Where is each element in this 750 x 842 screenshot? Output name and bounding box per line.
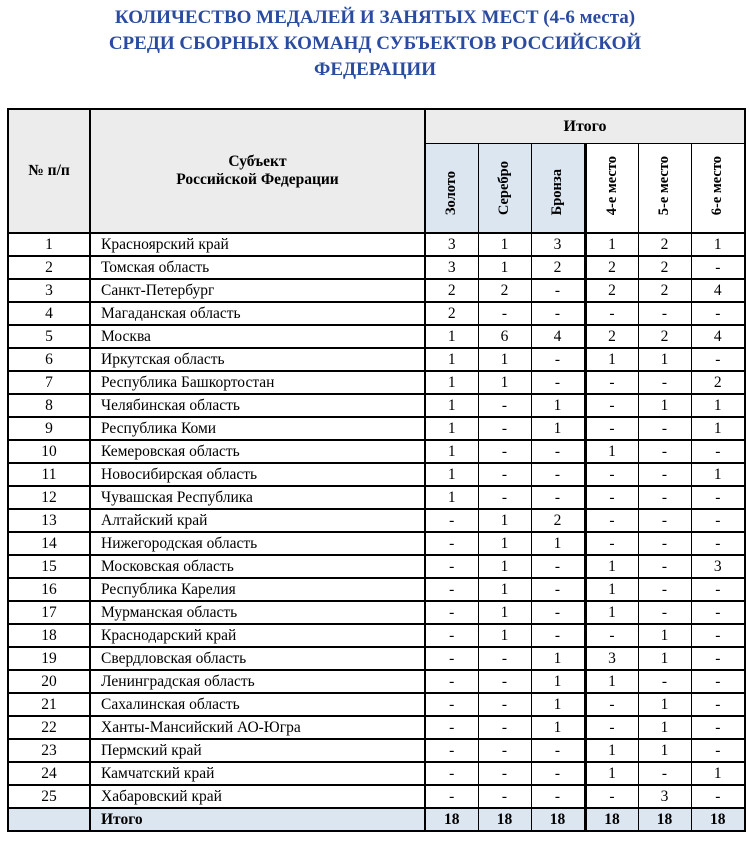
table-row [8, 371, 745, 394]
table-row [8, 486, 745, 509]
value-cell: 1 [691, 762, 745, 785]
document-title-line-2: СРЕДИ СБОРНЫХ КОМАНД СУБЪЕКТОВ РОССИЙСКОЙ [108, 33, 642, 54]
value-cell: - [691, 302, 745, 325]
value-cell: 2 [585, 279, 638, 302]
total-value-cell: 18 [691, 808, 745, 831]
row-number-cell: 23 [8, 739, 90, 762]
value-cell: 1 [478, 624, 531, 647]
subject-cell: Пермский край [90, 739, 425, 762]
value-cell: - [531, 486, 585, 509]
header-subject-line-2: Российской Федерации [176, 171, 339, 188]
value-cell: - [638, 555, 691, 578]
header-col-4th-place [585, 144, 638, 234]
value-cell: - [691, 509, 745, 532]
value-cell: 3 [585, 647, 638, 670]
value-cell: - [478, 716, 531, 739]
value-cell: - [478, 302, 531, 325]
row-number-cell: 6 [8, 348, 90, 371]
subject-cell: Московская область [90, 555, 425, 578]
subject-cell: Хабаровский край [90, 785, 425, 808]
value-cell: - [531, 739, 585, 762]
value-cell: 3 [425, 256, 478, 279]
value-cell: 3 [691, 555, 745, 578]
value-cell: 1 [691, 233, 745, 256]
value-cell: - [585, 785, 638, 808]
value-cell: - [585, 716, 638, 739]
value-cell: - [425, 509, 478, 532]
value-cell: - [478, 670, 531, 693]
value-cell: - [425, 739, 478, 762]
header-col-gold [425, 144, 478, 234]
value-cell: - [425, 716, 478, 739]
value-cell: - [691, 716, 745, 739]
value-cell: 1 [425, 486, 478, 509]
subject-cell: Ленинградская область [90, 670, 425, 693]
row-number-cell: 4 [8, 302, 90, 325]
value-cell: - [638, 762, 691, 785]
value-cell: - [531, 601, 585, 624]
value-cell: - [585, 486, 638, 509]
value-cell: - [425, 647, 478, 670]
value-cell: - [585, 302, 638, 325]
header-col-4th-place-label: 4-е место [603, 155, 620, 215]
value-cell: 1 [425, 325, 478, 348]
row-number-cell: 15 [8, 555, 90, 578]
value-cell: - [638, 417, 691, 440]
header-col-silver [478, 144, 531, 234]
value-cell: - [585, 417, 638, 440]
subject-cell: Красноярский край [90, 233, 425, 256]
value-cell: - [478, 463, 531, 486]
value-cell: 1 [691, 417, 745, 440]
row-number-cell: 21 [8, 693, 90, 716]
value-cell: - [531, 463, 585, 486]
value-cell: - [478, 785, 531, 808]
row-number-cell: 10 [8, 440, 90, 463]
value-cell: - [691, 532, 745, 555]
total-row-label: Итого [90, 808, 425, 831]
value-cell: 1 [585, 739, 638, 762]
table-row [8, 647, 745, 670]
value-cell: 2 [638, 325, 691, 348]
table-row [8, 624, 745, 647]
value-cell: 1 [585, 440, 638, 463]
value-cell: - [691, 693, 745, 716]
subject-cell: Алтайский край [90, 509, 425, 532]
subject-cell: Челябинская область [90, 394, 425, 417]
row-number-cell: 3 [8, 279, 90, 302]
value-cell: 4 [531, 325, 585, 348]
value-cell: - [691, 739, 745, 762]
value-cell: - [531, 762, 585, 785]
table-row [8, 785, 745, 808]
row-number-cell: 9 [8, 417, 90, 440]
header-num: № п/п [8, 109, 90, 233]
value-cell: - [585, 371, 638, 394]
row-number-cell: 14 [8, 532, 90, 555]
value-cell: 1 [478, 578, 531, 601]
value-cell: 1 [478, 532, 531, 555]
total-value-cell: 18 [478, 808, 531, 831]
subject-cell: Республика Коми [90, 417, 425, 440]
total-value-cell: 18 [531, 808, 585, 831]
value-cell: 1 [425, 394, 478, 417]
subject-cell: Новосибирская область [90, 463, 425, 486]
table-header [8, 109, 745, 233]
value-cell: - [531, 555, 585, 578]
table-row [8, 509, 745, 532]
table-row [8, 256, 745, 279]
value-cell: - [638, 440, 691, 463]
header-col-5th-place-label: 5-е место [656, 155, 672, 215]
value-cell: 1 [585, 762, 638, 785]
value-cell: - [585, 463, 638, 486]
value-cell: 1 [478, 256, 531, 279]
value-cell: 1 [425, 440, 478, 463]
value-cell: 2 [638, 233, 691, 256]
value-cell: - [585, 693, 638, 716]
value-cell: 2 [425, 302, 478, 325]
value-cell: 1 [531, 670, 585, 693]
value-cell: 1 [531, 394, 585, 417]
value-cell: - [425, 555, 478, 578]
value-cell: - [531, 348, 585, 371]
header-col-silver-label: Серебро [496, 160, 512, 215]
subject-cell: Томская область [90, 256, 425, 279]
value-cell: 1 [531, 417, 585, 440]
value-cell: 1 [531, 647, 585, 670]
subject-cell: Краснодарский край [90, 624, 425, 647]
table-row [8, 532, 745, 555]
table-row [8, 555, 745, 578]
table-row [8, 670, 745, 693]
value-cell: 1 [585, 601, 638, 624]
value-cell: - [638, 578, 691, 601]
table-row [8, 440, 745, 463]
row-number-cell: 20 [8, 670, 90, 693]
value-cell: - [691, 578, 745, 601]
value-cell: - [531, 371, 585, 394]
value-cell: - [585, 509, 638, 532]
value-cell: 4 [691, 325, 745, 348]
value-cell: - [531, 279, 585, 302]
table-row [8, 417, 745, 440]
subject-cell: Свердловская область [90, 647, 425, 670]
table-row [8, 279, 745, 302]
table-row [8, 233, 745, 256]
table-row [8, 325, 745, 348]
subject-cell: Ханты-Мансийский АО-Югра [90, 716, 425, 739]
value-cell: - [638, 371, 691, 394]
value-cell: 1 [638, 716, 691, 739]
value-cell: 2 [638, 256, 691, 279]
header-row-top [8, 109, 745, 144]
header-col-bronze-label: Бронза [549, 168, 565, 215]
value-cell: - [425, 785, 478, 808]
table-row [8, 394, 745, 417]
document-title-line-1: КОЛИЧЕСТВО МЕДАЛЕЙ И ЗАНЯТЫХ МЕСТ (4-6 места) [114, 7, 636, 28]
subject-cell: Кемеровская область [90, 440, 425, 463]
value-cell: - [531, 440, 585, 463]
value-cell: - [425, 578, 478, 601]
subject-cell: Нижегородская область [90, 532, 425, 555]
value-cell: - [478, 440, 531, 463]
subject-cell: Магаданская область [90, 302, 425, 325]
subject-cell: Мурманская область [90, 601, 425, 624]
row-number-cell: 5 [8, 325, 90, 348]
value-cell: 1 [638, 693, 691, 716]
subject-cell: Иркутская область [90, 348, 425, 371]
row-number-cell: 17 [8, 601, 90, 624]
value-cell: 2 [585, 256, 638, 279]
value-cell: 1 [478, 371, 531, 394]
value-cell: 1 [691, 394, 745, 417]
subject-cell: Сахалинская область [90, 693, 425, 716]
value-cell: - [691, 647, 745, 670]
value-cell: 1 [478, 509, 531, 532]
table-body [8, 233, 745, 831]
table-row [8, 302, 745, 325]
value-cell: - [585, 532, 638, 555]
value-cell: - [638, 509, 691, 532]
value-cell: 1 [478, 601, 531, 624]
table-row [8, 693, 745, 716]
row-number-cell: 11 [8, 463, 90, 486]
value-cell: 1 [425, 371, 478, 394]
row-number-cell: 13 [8, 509, 90, 532]
header-col-6th-place [691, 144, 745, 234]
document-title-line-3: ФЕДЕРАЦИИ [314, 59, 436, 80]
header-total-group: Итого [425, 109, 745, 144]
value-cell: - [638, 486, 691, 509]
subject-cell: Москва [90, 325, 425, 348]
row-number-cell: 24 [8, 762, 90, 785]
header-subject-line-1: Субъект [228, 153, 287, 170]
value-cell: 1 [531, 693, 585, 716]
value-cell: - [478, 693, 531, 716]
row-number-cell: 18 [8, 624, 90, 647]
value-cell: 1 [585, 233, 638, 256]
value-cell: 1 [585, 670, 638, 693]
value-cell: - [425, 601, 478, 624]
total-value-cell: 18 [585, 808, 638, 831]
row-number-cell: 1 [8, 233, 90, 256]
header-subject [90, 109, 425, 233]
value-cell: - [638, 670, 691, 693]
value-cell: 1 [638, 647, 691, 670]
value-cell: 1 [531, 532, 585, 555]
value-cell: - [425, 532, 478, 555]
document-title [0, 0, 750, 83]
value-cell: - [691, 670, 745, 693]
value-cell: 2 [585, 325, 638, 348]
row-number-cell: 12 [8, 486, 90, 509]
value-cell: 1 [531, 716, 585, 739]
value-cell: 1 [478, 555, 531, 578]
value-cell: 1 [585, 348, 638, 371]
row-number-cell: 2 [8, 256, 90, 279]
subject-cell: Чувашская Республика [90, 486, 425, 509]
value-cell: 1 [691, 463, 745, 486]
table-row [8, 601, 745, 624]
row-number-cell: 8 [8, 394, 90, 417]
row-number-cell: 19 [8, 647, 90, 670]
value-cell: 3 [531, 233, 585, 256]
value-cell: - [478, 417, 531, 440]
value-cell: - [478, 739, 531, 762]
total-row-empty-cell [8, 808, 90, 831]
value-cell: - [425, 762, 478, 785]
value-cell: - [425, 670, 478, 693]
value-cell: 1 [585, 578, 638, 601]
value-cell: - [531, 302, 585, 325]
value-cell: 1 [638, 394, 691, 417]
subject-cell: Республика Башкортостан [90, 371, 425, 394]
value-cell: - [691, 440, 745, 463]
header-col-6th-place-label: 6-е место [709, 155, 726, 215]
subject-cell: Камчатский край [90, 762, 425, 785]
value-cell: - [691, 348, 745, 371]
value-cell: - [585, 624, 638, 647]
value-cell: 1 [638, 739, 691, 762]
value-cell: 1 [425, 417, 478, 440]
value-cell: 2 [531, 509, 585, 532]
value-cell: - [691, 486, 745, 509]
value-cell: - [531, 578, 585, 601]
value-cell: - [638, 302, 691, 325]
row-number-cell: 22 [8, 716, 90, 739]
header-col-bronze [531, 144, 585, 234]
value-cell: 3 [425, 233, 478, 256]
table-row [8, 739, 745, 762]
table-row [8, 762, 745, 785]
value-cell: - [585, 394, 638, 417]
value-cell: 1 [585, 555, 638, 578]
total-value-cell: 18 [425, 808, 478, 831]
value-cell: - [691, 785, 745, 808]
table-row [8, 578, 745, 601]
value-cell: 2 [531, 256, 585, 279]
value-cell: 2 [638, 279, 691, 302]
total-value-cell: 18 [638, 808, 691, 831]
value-cell: 1 [425, 348, 478, 371]
total-row [8, 808, 745, 831]
value-cell: 1 [425, 463, 478, 486]
value-cell: 1 [478, 348, 531, 371]
value-cell: 4 [691, 279, 745, 302]
value-cell: - [691, 624, 745, 647]
value-cell: - [425, 624, 478, 647]
value-cell: - [531, 624, 585, 647]
value-cell: - [638, 601, 691, 624]
value-cell: - [425, 693, 478, 716]
value-cell: 1 [638, 624, 691, 647]
value-cell: - [691, 256, 745, 279]
medals-table [7, 108, 746, 832]
value-cell: - [478, 762, 531, 785]
value-cell: - [638, 463, 691, 486]
value-cell: - [478, 647, 531, 670]
value-cell: - [531, 785, 585, 808]
value-cell: 2 [425, 279, 478, 302]
table-row [8, 716, 745, 739]
value-cell: - [478, 486, 531, 509]
value-cell: 1 [478, 233, 531, 256]
subject-cell: Республика Карелия [90, 578, 425, 601]
header-col-5th-place [638, 144, 691, 234]
value-cell: 2 [691, 371, 745, 394]
row-number-cell: 7 [8, 371, 90, 394]
row-number-cell: 25 [8, 785, 90, 808]
value-cell: 3 [638, 785, 691, 808]
value-cell: - [638, 532, 691, 555]
header-col-gold-label: Золото [443, 170, 460, 215]
table-row [8, 348, 745, 371]
value-cell: 2 [478, 279, 531, 302]
table-row [8, 463, 745, 486]
value-cell: 6 [478, 325, 531, 348]
row-number-cell: 16 [8, 578, 90, 601]
subject-cell: Санкт-Петербург [90, 279, 425, 302]
value-cell: - [691, 601, 745, 624]
value-cell: 1 [638, 348, 691, 371]
value-cell: - [478, 394, 531, 417]
